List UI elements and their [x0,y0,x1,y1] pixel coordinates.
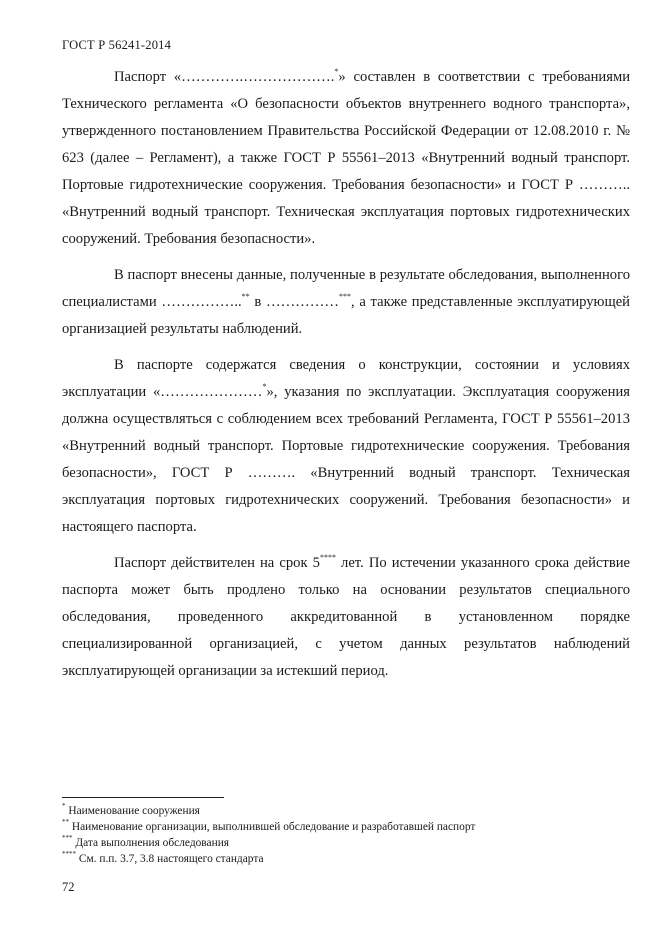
footnote-text: Дата выполнения обследования [72,837,230,849]
p1-text-a: Паспорт «………….………………. [114,69,335,85]
footnote-mark: ** [62,818,69,827]
footnote-ref: *** [338,292,351,302]
footnote-divider [62,797,224,798]
footnote-mark: *** [62,834,73,843]
document-header: ГОСТ Р 56241-2014 [62,38,172,52]
footnote-ref: * [262,382,267,392]
p1-text-b: » составлен в соответствии с требованиями Технического регламента «О безопасности объектов внутреннего водного транспорта», утвержденного постановлением Правительства Российской Федерации от 12.08.2010 г. № 623 (далее – Регламент), а также ГОСТ Р 55561–2013 «Внутренний водный транспорт. Портовые гидротехнические сооружения. Требования безопасности» и ГОСТ Р ……….. «Внутренний водный транспорт. Техническая эксплуатация портовых гидротехнических сооружений. Требования безопасности». [62,69,630,247]
p3-text-a: В паспорте содержатся сведения о конструкции, состоянии и условиях эксплуатации «………………… [62,357,630,400]
footnote-item [62,851,630,867]
footnote-ref: **** [319,553,336,563]
footnote-item [62,819,630,835]
body-text [62,64,630,685]
p2-text-b: в …………… [249,294,339,310]
footnote-ref: ** [241,292,250,302]
p3-text-b: », указания по эксплуатации. Эксплуатация сооружения должна осуществляться с соблюдением всех требований Регламента, ГОСТ Р 55561–2013 «Внутренний водный транспорт. Портовые гидротехнические сооружения. Требования безопасности», ГОСТ Р ………. «Внутренний водный транспорт. Техническая эксплуатация портовых гидротехнических сооружений. Требования безопасности» и настоящего паспорта. [62,384,630,535]
footnote-text: Наименование сооружения [65,805,200,817]
p2-text-c: , а также представленные эксплуатирующей организацией результаты наблюдений. [62,294,630,337]
page-number: 72 [62,880,75,894]
footnote-ref: * [334,67,339,77]
footnote-item [62,803,630,819]
paragraph-3 [62,352,630,541]
footnote-item [62,835,630,851]
footnote-mark: **** [62,850,76,859]
paragraph-4 [62,550,630,685]
footnotes [62,803,630,867]
paragraph-1 [62,64,630,253]
p4-text-a: Паспорт действителен на срок 5 [114,555,320,571]
p2-text-a: В паспорт внесены данные, полученные в результате обследования, выполненного специалистами …………….. [62,267,630,310]
p4-text-b: лет. По истечении указанного срока действие паспорта может быть продлено только на основании результатов специального обследования, проведенного аккредитованной в установленном порядке специализированной организацией, с учетом данных результатов наблюдений эксплуатирующей организации за истекший период. [62,555,630,679]
footnote-text: Наименование организации, выполнившей обследование и разработавшей паспорт [69,821,476,833]
footnote-text: См. п.п. 3.7, 3.8 настоящего стандарта [76,853,264,865]
footnote-mark: * [62,802,66,811]
paragraph-2 [62,262,630,343]
